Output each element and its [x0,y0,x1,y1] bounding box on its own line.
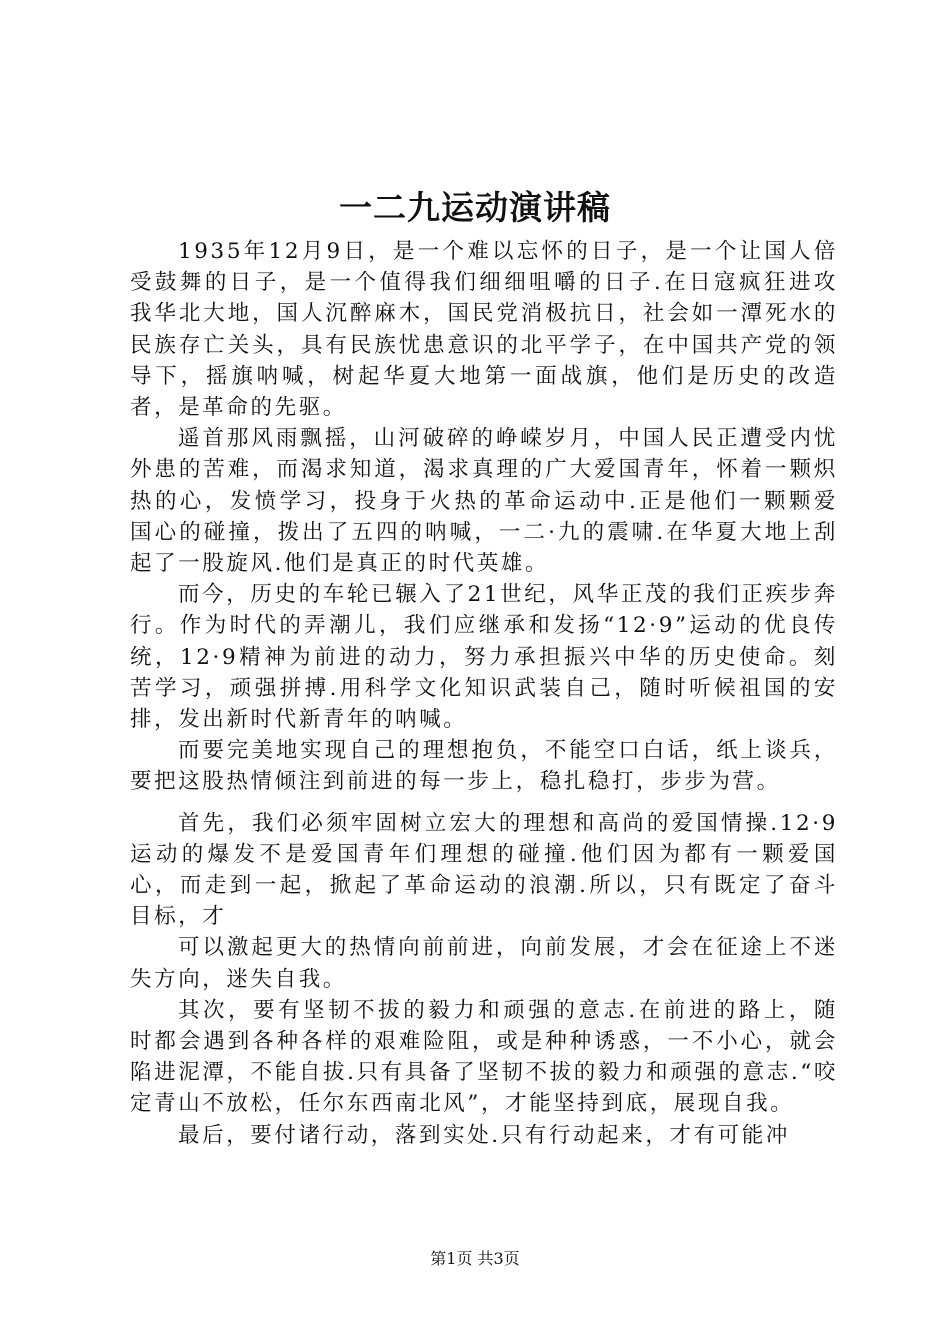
paragraph-4: 而要完美地实现自己的理想抱负，不能空口白话，纸上谈兵，要把这股热情倾注到前进的每一步上，稳扎稳打，步步为营。 [130,738,838,795]
document-body [130,236,838,1151]
paragraph-8: 最后，要付诸行动，落到实处.只有行动起来，才有可能冲 [178,1122,790,1148]
page-number-footer: 第1页 共3页 [430,1249,520,1268]
paragraph-2: 遥首那风雨飘摇，山河破碎的峥嵘岁月，中国人民正遭受内忧外患的苦难，而渴求知道，渴求真理的广大爱国青年，怀着一颗炽热的心，发愤学习，投身于火热的革命运动中.正是他们一颗颗爱国心的碰撞，拨出了五四的呐喊，一二·九的震啸.在华夏大地上刮起了一股旋风.他们是真正的时代英雄。 [130,426,838,577]
paragraph-1: 1935年12月9日，是一个难以忘怀的日子，是一个让国人倍受鼓舞的日子，是一个值得我们细细咀嚼的日子.在日寇疯狂进攻我华北大地，国人沉醉麻木，国民党消极抗日，社会如一潭死水的民族存亡关头，具有民族忧患意识的北平学子，在中国共产党的领导下，摇旗呐喊，树起华夏大地第一面战旗，他们是历史的改造者，是革命的先驱。 [130,239,838,421]
paragraph-7: 其次，要有坚韧不拔的毅力和顽强的意志.在前进的路上，随时都会遇到各种各样的艰难险阻，或是种种诱惑，一不小心，就会陷进泥潭，不能自拔.只有具备了坚韧不拔的毅力和顽强的意志.“咬定青山不放松，任尔东西南北风”，才能坚持到底，展现自我。 [130,997,838,1117]
paragraph-5: 首先，我们必须牢固树立宏大的理想和高尚的爱国情操.12·9运动的爆发不是爱国青年们理想的碰撞.他们因为都有一颗爱国心，而走到一起，掀起了革命运动的浪潮.所以，只有既定了奋斗目标，才 [130,810,838,930]
paragraph-3: 而今，历史的车轮已辗入了21世纪，风华正茂的我们正疾步奔行。作为时代的弄潮儿，我们应继承和发扬“12·9”运动的优良传统，12·9精神为前进的动力，努力承担振兴中华的历史使命。刻苦学习，顽强拼搏.用科学文化知识武装自己，随时听候祖国的安排，发出新时代新青年的呐喊。 [130,582,838,733]
document-title: 一二九运动演讲稿 [339,188,611,227]
paragraph-6: 可以激起更大的热情向前前进，向前发展，才会在征途上不迷失方向，迷失自我。 [130,935,838,992]
